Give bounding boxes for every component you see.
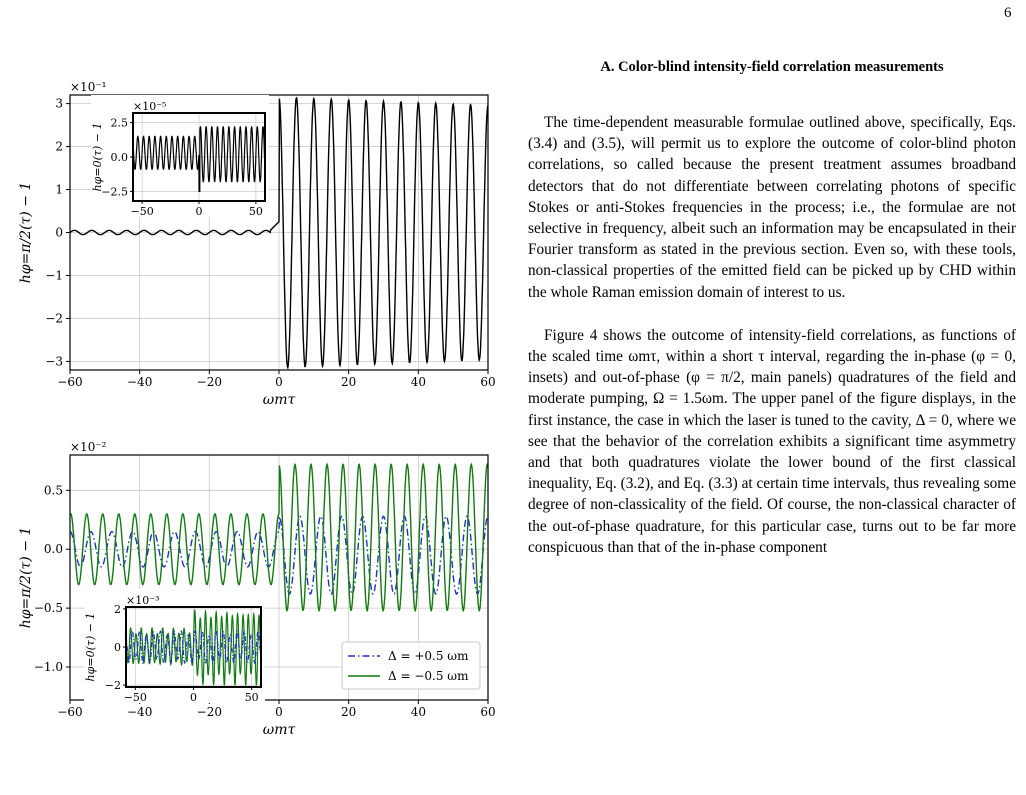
x-axis-label: ωmτ bbox=[262, 722, 296, 738]
inset-y-tick-label: 0.0 bbox=[110, 151, 128, 164]
page-number: 6 bbox=[1004, 5, 1012, 21]
scale-label: ×10⁻² bbox=[70, 440, 107, 454]
inset-y-axis-label: hφ=0(τ) − 1 bbox=[91, 122, 104, 192]
inset-x-tick-label: 50 bbox=[248, 205, 263, 218]
x-tick-label: −60 bbox=[57, 375, 83, 389]
section-heading: A. Color-blind intensity-field correlation measurements bbox=[600, 59, 944, 75]
y-axis-label: hφ=π/2(τ) − 1 bbox=[18, 526, 34, 629]
inset-y-tick-label: 2 bbox=[114, 602, 121, 616]
y-tick-label: −1.0 bbox=[33, 660, 63, 675]
legend bbox=[342, 642, 480, 689]
inset-x-tick-label: −50 bbox=[123, 691, 147, 704]
inset-y-tick-label: 0 bbox=[114, 641, 121, 654]
figure-4 bbox=[0, 0, 500, 795]
y-tick-label: −1 bbox=[45, 268, 63, 283]
inset-x-tick-label: 50 bbox=[244, 691, 259, 704]
x-tick-label: −20 bbox=[196, 375, 222, 389]
inset-x-tick-label: 0 bbox=[190, 691, 197, 704]
y-tick-label: 2 bbox=[55, 139, 63, 154]
inset bbox=[91, 95, 269, 218]
x-tick-label: 20 bbox=[341, 375, 357, 389]
x-tick-label: 40 bbox=[410, 375, 426, 389]
paragraph-2: Figure 4 shows the outcome of intensity-field correlations, as functions of the scaled time ωmτ, within a short τ interval, regarding the in-phase (φ = 0, insets) and out-of-phase (φ = π/2, main panels) quadratures of the field and moderate pumping, Ω = 1.5ωm. The upper panel of the figure displays, in the first instance, the case in which the laser is tuned to the cavity, Δ = 0, where we see that the behavior of the correlation exhibits a significant time asymmetry and that both quadratures violate the lower bound of the first classical inequality, Eq. (3.2), and Eq. (3.3) at certain time intervals, thus revealing some degree of non-classicality of the field. Of course, the non-classical character of the out-of-phase quadrature, for this particular case, turns out to be far more conspicuous than that of the in-phase component bbox=[528, 326, 1016, 556]
top-panel bbox=[18, 80, 496, 408]
text-column bbox=[528, 58, 1016, 558]
x-tick-label: 60 bbox=[480, 705, 496, 719]
y-tick-label: −2 bbox=[45, 311, 63, 326]
y-axis-label: hφ=π/2(τ) − 1 bbox=[18, 181, 34, 284]
inset-y-axis-label: hφ=0(τ) − 1 bbox=[84, 612, 97, 682]
inset-y-tick-label: 2.5 bbox=[110, 116, 128, 130]
y-tick-label: 0.0 bbox=[43, 542, 63, 557]
legend-label: Δ = +0.5 ωm bbox=[388, 649, 469, 663]
inset-scale-label: ×10⁻³ bbox=[126, 594, 160, 607]
x-tick-label: −20 bbox=[196, 705, 222, 719]
paragraph-1: The time-dependent measurable formulae outlined above, specifically, Eqs. (3.4) and (3.5), will permit us to explore the outcome of color-blind photon correlations, so called because the present treatment assumes broadband detectors that do not differentiate between correlating photons of specific Stokes or anti-Stokes frequencies in the process; i.e., the formulae are not selective in frequency, albeit such an information may be encapsulated in their Fourier transform as stated in the previous section. Even so, with these tools, non-classical properties of the emitted field can be picked up by CHD within the whole Raman emission domain of interest to us. bbox=[528, 114, 1016, 301]
y-tick-label: −3 bbox=[45, 354, 63, 369]
y-tick-label: 1 bbox=[55, 182, 63, 197]
inset-x-tick-label: 0 bbox=[195, 205, 203, 218]
y-tick-label: 0 bbox=[55, 225, 63, 240]
inset-y-tick-label: −2.5 bbox=[101, 185, 128, 199]
x-tick-label: 60 bbox=[480, 375, 496, 389]
x-tick-label: −60 bbox=[57, 705, 83, 719]
inset-scale-label: ×10⁻⁵ bbox=[133, 100, 167, 113]
y-tick-label: −0.5 bbox=[33, 601, 63, 616]
inset bbox=[84, 589, 265, 704]
legend-label: Δ = −0.5 ωm bbox=[388, 669, 469, 683]
y-tick-label: 0.5 bbox=[43, 483, 63, 498]
x-tick-label: 40 bbox=[410, 705, 426, 719]
x-tick-label: 20 bbox=[341, 705, 357, 719]
scale-label: ×10⁻¹ bbox=[70, 80, 107, 94]
x-tick-label: 0 bbox=[275, 375, 283, 389]
x-tick-label: −40 bbox=[127, 705, 153, 719]
y-tick-label: 3 bbox=[55, 96, 63, 111]
inset-x-tick-label: −50 bbox=[130, 205, 154, 218]
x-tick-label: −40 bbox=[127, 375, 153, 389]
bottom-panel bbox=[18, 440, 496, 738]
x-axis-label: ωmτ bbox=[262, 392, 296, 408]
inset-y-tick-label: −2 bbox=[104, 679, 121, 693]
x-tick-label: 0 bbox=[275, 705, 283, 719]
